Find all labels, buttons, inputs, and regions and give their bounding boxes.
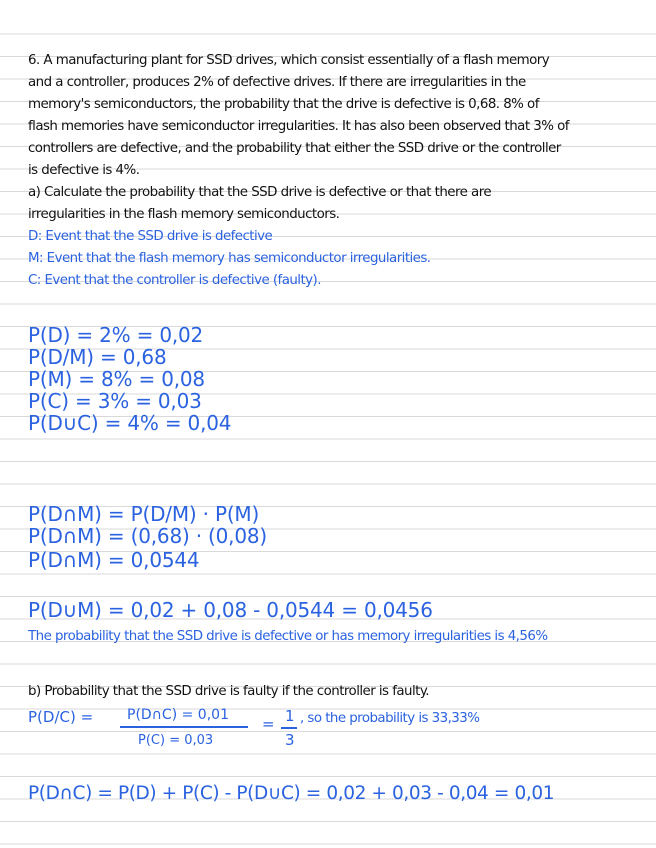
part-a-question: irregularities in the flash memory semiconductors. <box>28 207 340 222</box>
union-result: P(D∪M) = 0,02 + 0,08 - 0,0544 = 0,0456 <box>28 598 433 622</box>
result-numerator: 1 <box>285 707 295 725</box>
given-probability: P(D/M) = 0,68 <box>28 345 167 369</box>
part-a-conclusion: The probability that the SSD drive is defective or has memory irregularities is 4,56% <box>28 629 548 644</box>
problem-line: flash memories have semiconductor irregularities. It has also been observed that 3% of <box>28 119 569 134</box>
event-definition: D: Event that the SSD drive is defective <box>28 229 273 244</box>
problem-line: memory's semiconductors, the probability that the drive is defective is 0,68. 8% of <box>28 97 539 112</box>
given-probability: P(D) = 2% = 0,02 <box>28 323 204 347</box>
intersection-step: P(D∩M) = 0,0544 <box>28 548 200 572</box>
result-text: , so the probability is 33,33% <box>300 711 480 726</box>
result-fraction-bar <box>281 727 297 729</box>
equals-sign: = <box>262 715 275 733</box>
event-definition: M: Event that the flash memory has semiconductor irregularities. <box>28 251 431 266</box>
given-probability: P(M) = 8% = 0,08 <box>28 367 205 391</box>
part-a-question: a) Calculate the probability that the SSD drive is defective or that there are <box>28 185 492 200</box>
fraction-numerator: P(D∩C) = 0,01 <box>127 707 229 723</box>
fraction-denominator: P(C) = 0,03 <box>138 733 214 748</box>
part-b-intersection: P(D∩C) = P(D) + P(C) - P(D∪C) = 0,02 + 0,03 - 0,04 = 0,01 <box>28 783 555 804</box>
intersection-step: P(D∩M) = (0,68) · (0,08) <box>28 524 267 548</box>
conditional-lhs: P(D/C) = <box>28 708 94 726</box>
event-definition: C: Event that the controller is defective (faulty). <box>28 273 321 288</box>
result-denominator: 3 <box>285 731 295 749</box>
given-probability: P(D∪C) = 4% = 0,04 <box>28 411 232 435</box>
intersection-step: P(D∩M) = P(D/M) · P(M) <box>28 502 260 526</box>
problem-line: and a controller, produces 2% of defective drives. If there are irregularities in the <box>28 75 526 90</box>
problem-line: is defective is 4%. <box>28 163 140 178</box>
part-b-question: b) Probability that the SSD drive is faulty if the controller is faulty. <box>28 684 429 699</box>
fraction-bar <box>120 726 248 728</box>
problem-line: controllers are defective, and the probability that either the SSD drive or the controller <box>28 141 561 156</box>
given-probability: P(C) = 3% = 0,03 <box>28 389 202 413</box>
problem-line: 6. A manufacturing plant for SSD drives, which consist essentially of a flash memory <box>28 53 550 68</box>
